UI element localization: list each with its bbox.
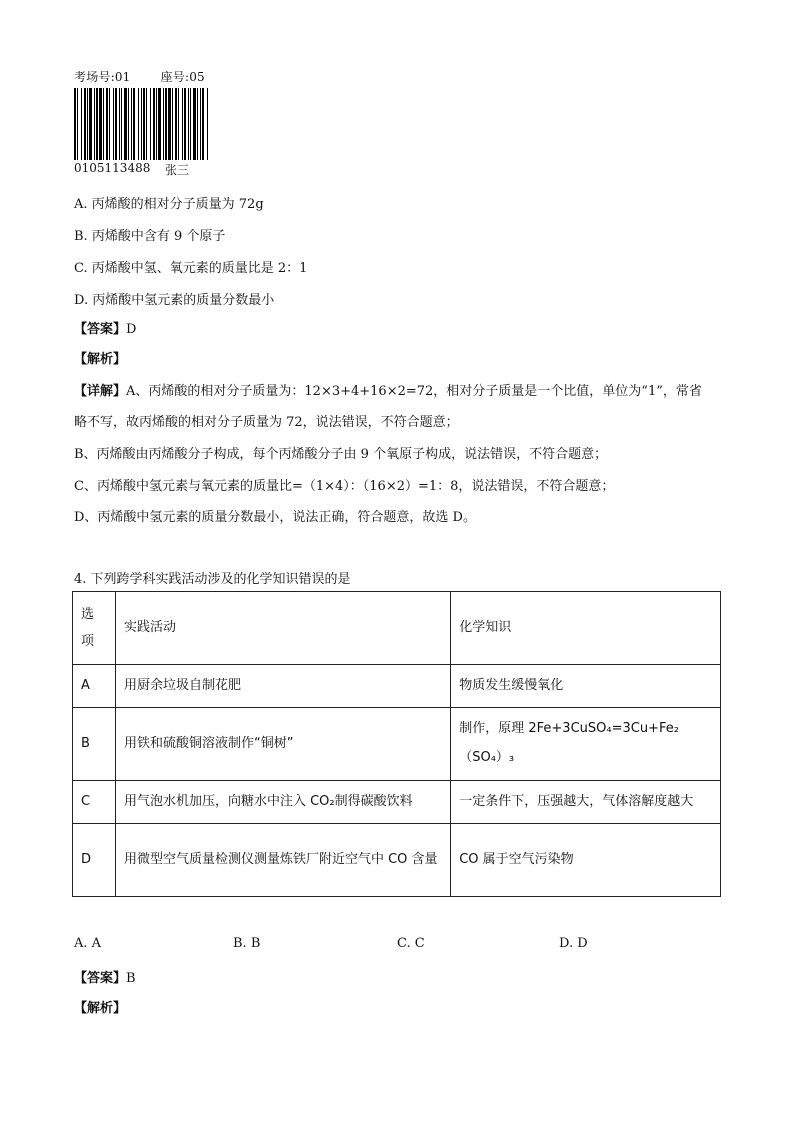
q4-stem: 4. 下列跨学科实践活动涉及的化学知识错误的是	[74, 572, 351, 587]
row-a-knowledge: 物质发生缓慢氧化	[451, 665, 721, 708]
q3-detail-line2: 略不写，故丙烯酸的相对分子质量为 72，说法错误，不符合题意；	[74, 415, 459, 430]
q3-option-d: D. 丙烯酸中氢元素的质量分数最小	[74, 293, 275, 308]
q3-answer-label: 【答案】	[74, 322, 127, 337]
q4-table	[72, 591, 721, 897]
q3-detail-d: D、丙烯酸中氢元素的质量分数最小，说法正确，符合题意，故选 D。	[74, 510, 476, 525]
q3-detail-a: A、丙烯酸的相对分子质量为：12×3+4+16×2=72，相对分子质量是一个比值，单位为“1”，常省	[126, 384, 702, 399]
q3-detail-b: B、丙烯酸由丙烯酸分子构成，每个丙烯酸分子由 9 个氧原子构成，说法错误，不符合题意；	[74, 447, 608, 462]
row-d-knowledge: CO 属于空气污染物	[451, 824, 721, 897]
q4-choice-c: C. C	[397, 936, 425, 951]
table-header-row	[73, 592, 721, 665]
header-activity: 实践活动	[115, 592, 450, 665]
table-row	[73, 781, 721, 824]
row-c-option: C	[73, 781, 116, 824]
q4-analysis-label: 【解析】	[74, 1001, 127, 1016]
q4-choice-d: D. D	[559, 936, 588, 951]
student-name: 张三	[165, 163, 190, 177]
q4-choice-b: B. B	[233, 936, 261, 951]
row-a-activity: 用厨余垃圾自制花肥	[115, 665, 450, 708]
row-c-activity: 用气泡水机加压，向糖水中注入 CO₂制得碳酸饮料	[115, 781, 450, 824]
row-c-knowledge: 一定条件下，压强越大，气体溶解度越大	[451, 781, 721, 824]
table-row	[73, 708, 721, 781]
q3-option-b: B. 丙烯酸中含有 9 个原子	[74, 229, 226, 244]
row-b-option: B	[73, 708, 116, 781]
q3-answer	[74, 318, 136, 337]
row-d-activity: 用微型空气质量检测仪测量炼铁厂附近空气中 CO 含量	[115, 824, 450, 897]
q3-analysis-label: 【解析】	[74, 352, 127, 367]
row-d-option: D	[73, 824, 116, 897]
row-a-option: A	[73, 665, 116, 708]
header-knowledge: 化学知识	[451, 592, 721, 665]
q3-option-a: A. 丙烯酸的相对分子质量为 72g	[74, 197, 264, 212]
header-option: 选项	[73, 592, 116, 665]
q4-choice-a: A. A	[74, 936, 102, 951]
q4-answer-value: B	[126, 971, 136, 986]
q3-detail-label: 【详解】	[74, 384, 127, 399]
q3-option-c: C. 丙烯酸中氢、氧元素的质量比是 2：1	[74, 261, 308, 276]
barcode-image	[74, 88, 208, 160]
q4-answer	[74, 967, 136, 986]
exam-header	[74, 68, 205, 85]
q3-detail-line1	[74, 380, 702, 399]
exam-room-label: 考场号:01	[74, 70, 131, 84]
row-b-activity: 用铁和硫酸铜溶液制作“铜树”	[115, 708, 450, 781]
row-b-knowledge: 制作，原理 2Fe+3CuSO₄=3Cu+Fe₂（SO₄）₃	[451, 708, 721, 781]
barcode-number: 0105113488	[74, 161, 151, 175]
q3-answer-value: D	[126, 322, 137, 337]
table-row	[73, 665, 721, 708]
q4-answer-label: 【答案】	[74, 971, 127, 986]
q3-detail-c: C、丙烯酸中氢元素与氧元素的质量比=（1×4）：（16×2）=1：8，说法错误，不符合题意；	[74, 479, 615, 494]
seat-label: 座号:05	[160, 70, 205, 84]
table-row	[73, 824, 721, 897]
